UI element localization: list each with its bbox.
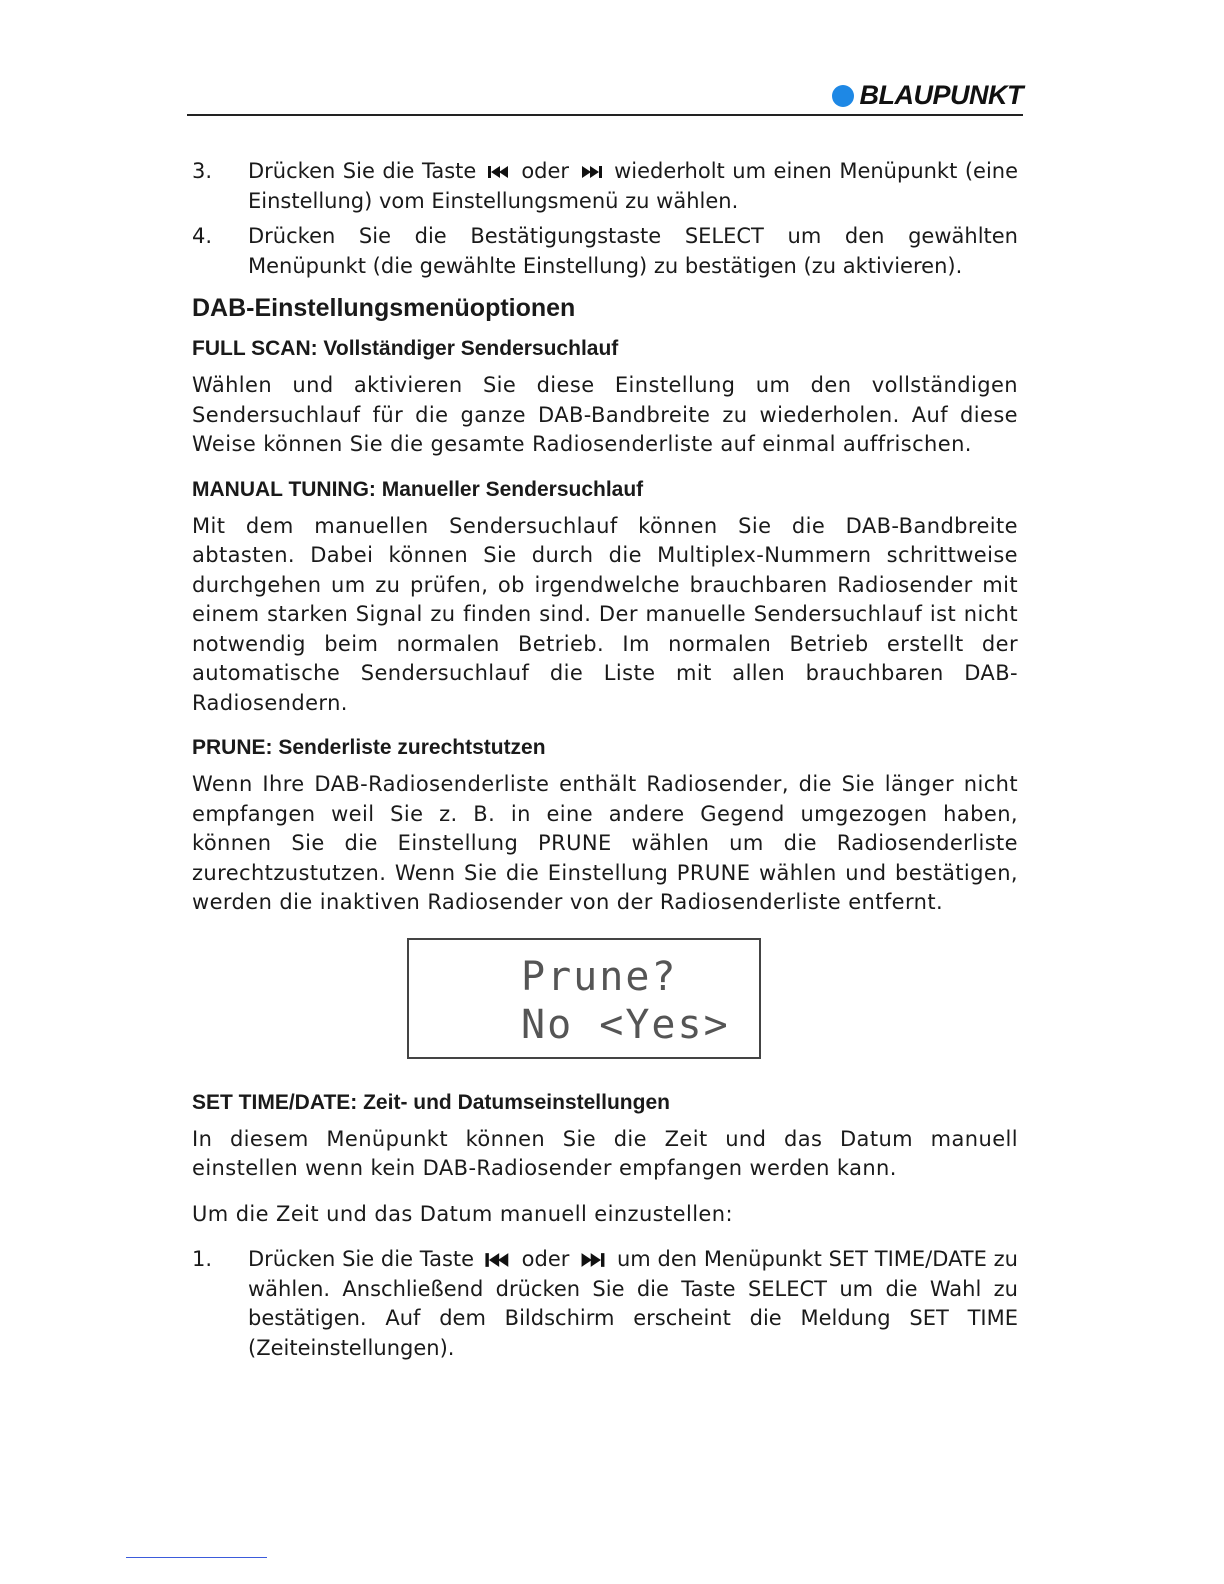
prune-text: Wenn Ihre DAB-Radiosenderliste enthält Radiosender, die Sie länger nicht empfangen weil Sie z. B. in eine andere Gegend umgezogen haben, können Sie die Einstellung PRUNE wählen um die Radiosenderliste zurechtzustutzen. Wenn Sie die Einstellung PRUNE wählen und bestätigen, werden die inaktiven Radiosender von der Radiosenderliste entfernt.	[192, 772, 1018, 914]
manual-tuning-heading: MANUAL TUNING: Manueller Sendersuchlauf	[192, 477, 644, 501]
skip-previous-icon	[485, 1252, 511, 1268]
footer-rule	[126, 1557, 267, 1558]
full-scan-text: Wählen und aktivieren Sie diese Einstellung um den vollständigen Sendersuchlauf für die ganze DAB-Bandbreite zu wiederholen. Auf diese Weise können Sie die gesamte Radiosenderliste auf einmal auffrischen.	[192, 373, 1018, 456]
page-content	[192, 157, 1018, 1369]
step-text: Drücken Sie die Taste oder um den Menüpunkt SET TIME/DATE zu wählen. Anschließend drücken Sie die Taste SELECT um die Wahl zu bestätigen. Auf dem Bildschirm erscheint die Meldung SET TIME (Zeiteinstellungen).	[248, 1247, 1018, 1360]
skip-next-icon	[581, 165, 603, 179]
step-number: 4.	[192, 224, 213, 248]
set-time-heading: SET TIME/DATE: Zeit- und Datumseinstellungen	[192, 1090, 670, 1114]
manual-tuning-text: Mit dem manuellen Sendersuchlauf können Sie die DAB-Bandbreite abtasten. Dabei können Sie durch die Multiplex-Nummern schrittweise durchgehen um zu prüfen, ob irgendwelche brauchbaren Radiosender mit einem starken Signal zu finden sind. Der manuelle Sendersuchlauf ist nicht notwendig beim normalen Betrieb. Im normalen Betrieb erstellt der automatische Sendersuchlauf die Liste mit allen brauchbaren DAB-Radiosendern.	[192, 513, 1018, 715]
list-item	[192, 157, 1018, 216]
step-text: Drücken Sie die Taste oder wiederholt um einen Menüpunkt (eine Einstellung) vom Einstellungsmenü zu wählen.	[248, 159, 1019, 213]
page-header	[187, 78, 1023, 116]
step-number: 1.	[192, 1247, 213, 1271]
step-number: 3.	[192, 159, 213, 183]
lcd-line-1: Prune?	[521, 953, 678, 1000]
step-text: Drücken Sie die Bestätigungstaste SELECT um den gewählten Menüpunkt (die gewählte Einstellung) zu bestätigen (zu aktivieren).	[248, 224, 1018, 278]
list-item	[192, 1245, 1018, 1363]
brand-dot-icon	[832, 85, 854, 107]
section-title: DAB-Einstellungsmenüoptionen	[192, 294, 576, 322]
skip-previous-icon	[488, 165, 510, 179]
brand-logo	[832, 80, 1024, 111]
full-scan-heading: FULL SCAN: Vollständiger Sendersuchlauf	[192, 337, 619, 360]
set-time-text: In diesem Menüpunkt können Sie die Zeit und das Datum manuell einstellen wenn kein DAB-Radiosender empfangen werden kann.	[192, 1126, 1018, 1180]
brand-name: BLAUPUNKT	[859, 80, 1023, 110]
prune-heading: PRUNE: Senderliste zurechtstutzen	[192, 736, 546, 759]
set-time-intro: Um die Zeit und das Datum manuell einzustellen:	[192, 1201, 733, 1226]
lcd-display	[407, 938, 761, 1059]
lcd-line-2: No <Yes>	[521, 1001, 730, 1048]
list-item	[192, 222, 1018, 281]
skip-next-icon	[580, 1252, 606, 1268]
